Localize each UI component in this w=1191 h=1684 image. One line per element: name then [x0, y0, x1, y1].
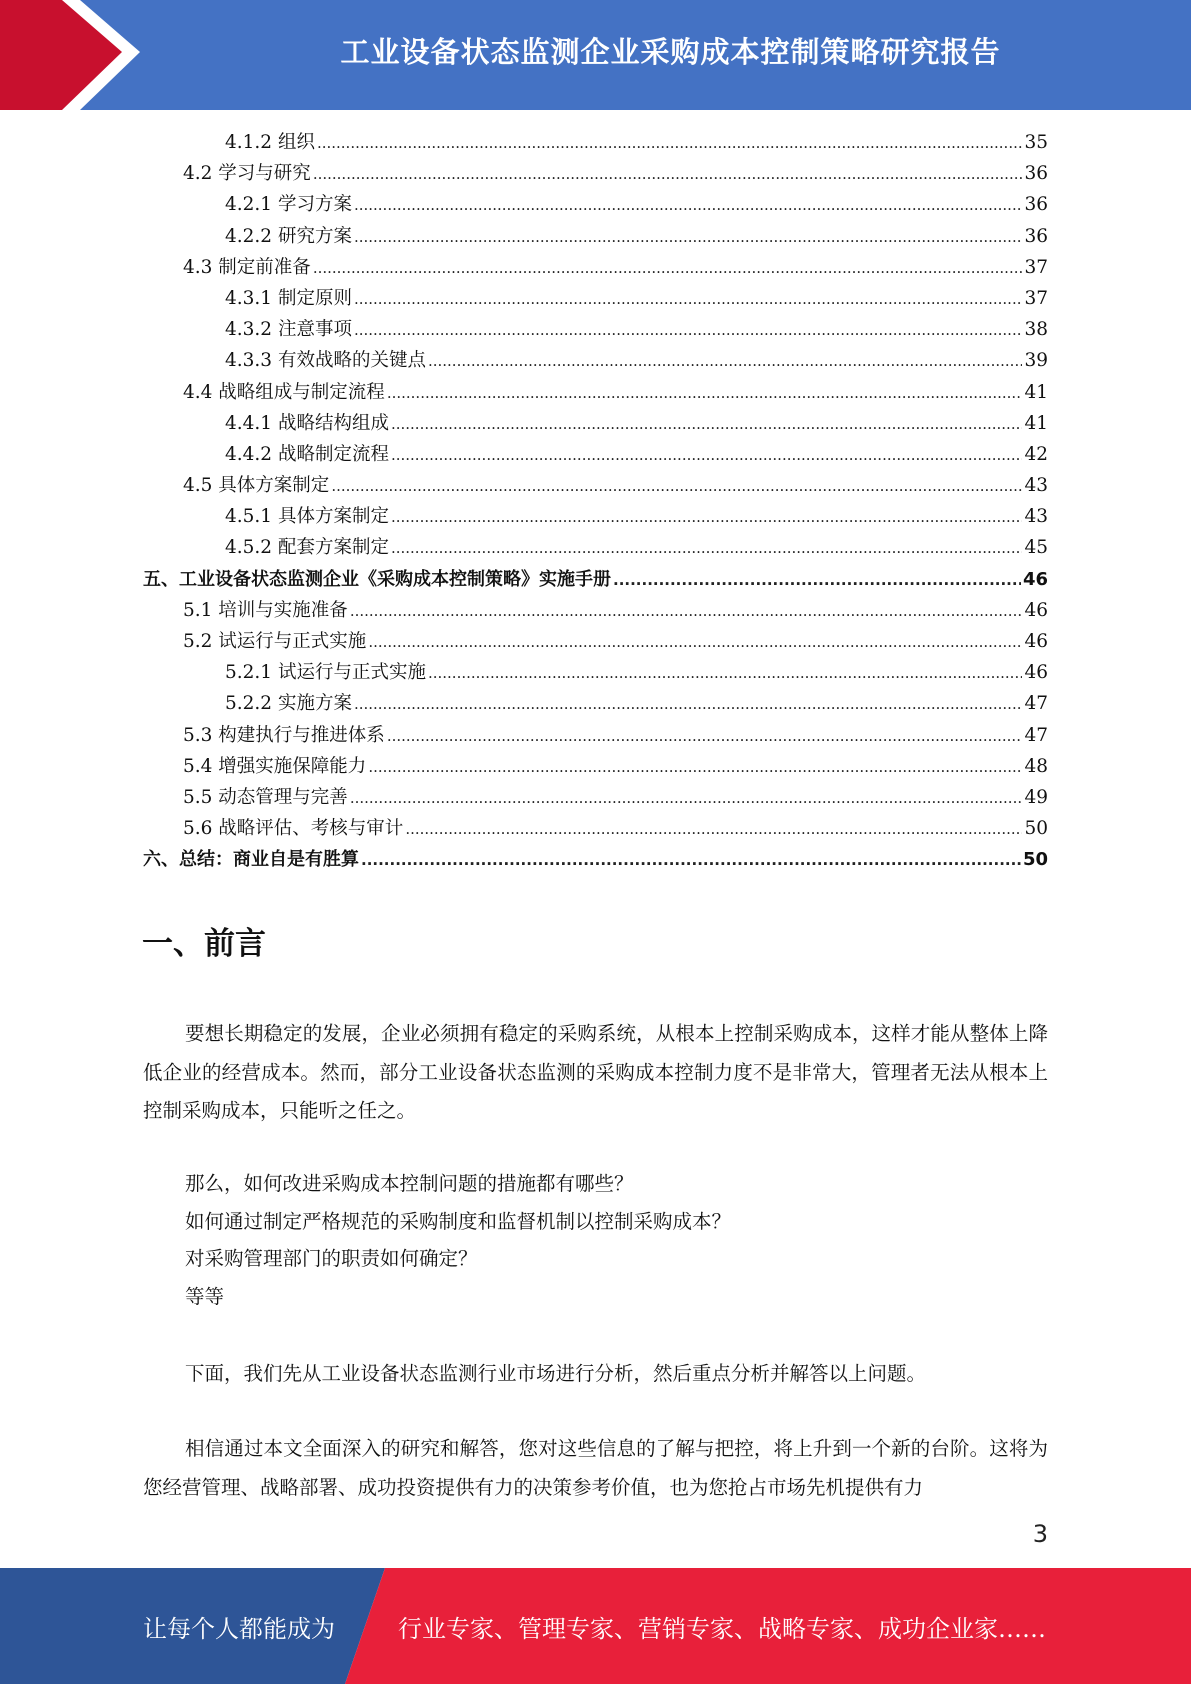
page-footer: [0, 1568, 1191, 1684]
toc-entry[interactable]: [143, 533, 1048, 564]
toc-entry[interactable]: [143, 627, 1048, 658]
toc-entry-page: 42: [1024, 443, 1048, 465]
toc-entry[interactable]: [143, 658, 1048, 689]
toc-leader-dots: [354, 196, 1023, 214]
toc-entry-label: 4.3.2 注意事项: [225, 319, 352, 341]
toc-entry[interactable]: [143, 596, 1048, 627]
toc-leader-dots: [391, 446, 1022, 464]
toc-leader-dots: [354, 228, 1023, 246]
toc-leader-dots: [387, 727, 1023, 745]
toc-entry[interactable]: [143, 783, 1048, 814]
toc-entry-label: 4.1.2 组织: [225, 132, 315, 153]
question-item: 如何通过制定严格规范的采购制度和监督机制以控制采购成本？: [185, 1209, 732, 1233]
toc-entry-label: 4.4 战略组成与制定流程: [183, 381, 385, 403]
toc-leader-dots: [361, 851, 1021, 869]
paragraph-2-block: [143, 1355, 1048, 1394]
toc-entry[interactable]: [143, 284, 1048, 315]
toc-entry-page: 37: [1024, 287, 1048, 309]
toc-leader-dots: [428, 352, 1022, 370]
toc-entry[interactable]: [143, 471, 1048, 502]
toc-entry-page: 35: [1024, 132, 1048, 153]
toc-entry[interactable]: [143, 689, 1048, 720]
page-header: [0, 0, 1191, 110]
footer-slogan-left: 让每个人都能成为: [143, 1614, 335, 1643]
toc-leader-dots: [428, 664, 1022, 682]
toc-entry[interactable]: [143, 253, 1048, 284]
toc-entry-page: 41: [1024, 412, 1048, 434]
header-arrow-decoration: [0, 0, 160, 110]
paragraph-1: 要想长期稳定的发展，企业必须拥有稳定的采购系统，从根本上控制采购成本，这样才能从整体上降低企业的经营成本。然而，部分工业设备状态监测的采购成本控制力度不是非常大，管理者无法从根本上控制采购成本，只能听之任之。: [143, 1022, 1048, 1122]
toc-leader-dots: [354, 290, 1023, 308]
toc-entry-label: 4.5.2 配套方案制定: [225, 537, 389, 559]
question-item: 对采购管理部门的职责如何确定？: [185, 1247, 478, 1270]
toc-entry-label: 4.5.1 具体方案制定: [225, 506, 389, 528]
toc-entry-page: 48: [1024, 755, 1048, 777]
intro-paragraph: [143, 1015, 1048, 1131]
toc-entry-page: 46: [1024, 599, 1048, 621]
toc-entry-label: 4.3.3 有效战略的关键点: [225, 350, 426, 372]
toc-entry-page: 46: [1022, 568, 1048, 590]
toc-entry-page: 45: [1024, 537, 1048, 559]
toc-entry-label: 4.2 学习与研究: [183, 163, 311, 185]
toc-leader-dots: [350, 789, 1023, 807]
paragraph-3-block: [143, 1430, 1048, 1507]
paragraph-2: 下面，我们先从工业设备状态监测行业市场进行分析，然后重点分析并解答以上问题。: [185, 1362, 927, 1385]
toc-leader-dots: [350, 602, 1023, 620]
toc-entry-label: 六、总结：商业自是有胜算: [143, 849, 359, 871]
toc-leader-dots: [613, 571, 1021, 589]
toc-entry[interactable]: [143, 752, 1048, 783]
toc-entry-label: 5.4 增强实施保障能力: [183, 755, 367, 777]
toc-entry-page: 39: [1024, 350, 1048, 372]
toc-entry[interactable]: [143, 190, 1048, 221]
toc-entry[interactable]: [143, 814, 1048, 845]
toc-entry[interactable]: [143, 378, 1048, 409]
toc-entry-label: 5.5 动态管理与完善: [183, 786, 348, 808]
table-of-contents: [143, 128, 1048, 877]
toc-leader-dots: [405, 820, 1022, 838]
question-item: 等等: [185, 1284, 225, 1308]
toc-leader-dots: [368, 758, 1022, 776]
toc-entry-label: 4.2.2 研究方案: [225, 225, 352, 247]
toc-entry-page: 43: [1024, 506, 1048, 528]
toc-entry-page: 50: [1022, 849, 1048, 871]
toc-entry-page: 46: [1024, 662, 1048, 684]
document-title: 工业设备状态监测企业采购成本控制策略研究报告: [340, 34, 1001, 69]
toc-entry[interactable]: [143, 440, 1048, 471]
toc-entry[interactable]: [143, 159, 1048, 190]
toc-leader-dots: [368, 633, 1022, 651]
toc-entry[interactable]: [143, 346, 1048, 377]
toc-entry-label: 4.4.2 战略制定流程: [225, 443, 389, 465]
toc-entry-label: 4.2.1 学习方案: [225, 194, 352, 216]
toc-entry-label: 5.1 培训与实施准备: [183, 599, 348, 621]
toc-entry-page: 38: [1024, 319, 1048, 341]
toc-entry[interactable]: [143, 565, 1048, 596]
toc-entry[interactable]: [143, 315, 1048, 346]
toc-entry-label: 5.3 构建执行与推进体系: [183, 724, 385, 746]
paragraph-3: 相信通过本文全面深入的研究和解答，您对这些信息的了解与把控，将上升到一个新的台阶。这将为您经营管理、战略部署、成功投资提供有力的决策参考价值，也为您抢占市场先机提供有力: [143, 1437, 1048, 1499]
toc-entry-label: 4.5 具体方案制定: [183, 475, 330, 497]
toc-entry[interactable]: [143, 502, 1048, 533]
toc-entry-label: 五、工业设备状态监测企业《采购成本控制策略》实施手册: [143, 568, 611, 590]
toc-entry-label: 5.2 试运行与正式实施: [183, 631, 367, 652]
toc-entry-page: 41: [1024, 381, 1048, 403]
toc-entry-page: 50: [1024, 818, 1048, 840]
toc-leader-dots: [387, 384, 1023, 402]
toc-entry[interactable]: [143, 222, 1048, 253]
toc-entry-label: 4.3 制定前准备: [183, 256, 311, 278]
toc-entry[interactable]: [143, 128, 1048, 159]
toc-leader-dots: [354, 695, 1023, 713]
question-list: [143, 1165, 1048, 1315]
toc-entry-label: 5.6 战略评估、考核与审计: [183, 818, 404, 840]
toc-entry-page: 49: [1024, 786, 1048, 808]
toc-entry-label: 5.2.2 实施方案: [225, 693, 352, 715]
toc-entry-page: 46: [1024, 631, 1048, 652]
question-item: 那么，如何改进采购成本控制问题的措施都有哪些？: [185, 1172, 634, 1195]
toc-leader-dots: [391, 539, 1022, 557]
section-heading: 一、前言: [142, 926, 266, 962]
toc-leader-dots: [317, 134, 1023, 152]
toc-entry-label: 4.4.1 战略结构组成: [225, 412, 389, 434]
toc-entry-label: 4.3.1 制定原则: [225, 287, 352, 309]
toc-entry[interactable]: [143, 721, 1048, 752]
toc-leader-dots: [391, 415, 1022, 433]
toc-entry[interactable]: [143, 845, 1048, 876]
toc-entry-page: 43: [1024, 475, 1048, 497]
toc-leader-dots: [331, 477, 1022, 495]
toc-entry-page: 36: [1024, 194, 1048, 216]
toc-entry-page: 36: [1024, 163, 1048, 185]
toc-entry[interactable]: [143, 409, 1048, 440]
toc-entry-page: 36: [1024, 225, 1048, 247]
toc-entry-label: 5.2.1 试运行与正式实施: [225, 662, 426, 684]
footer-slogan-right: 行业专家、管理专家、营销专家、战略专家、成功企业家……: [398, 1614, 1046, 1643]
toc-leader-dots: [391, 508, 1022, 526]
toc-entry-page: 47: [1024, 724, 1048, 746]
toc-leader-dots: [313, 165, 1023, 183]
toc-entry-page: 47: [1024, 693, 1048, 715]
toc-leader-dots: [354, 321, 1023, 339]
toc-leader-dots: [313, 259, 1023, 277]
page-number: 3: [1032, 1520, 1048, 1548]
toc-entry-page: 37: [1024, 256, 1048, 278]
